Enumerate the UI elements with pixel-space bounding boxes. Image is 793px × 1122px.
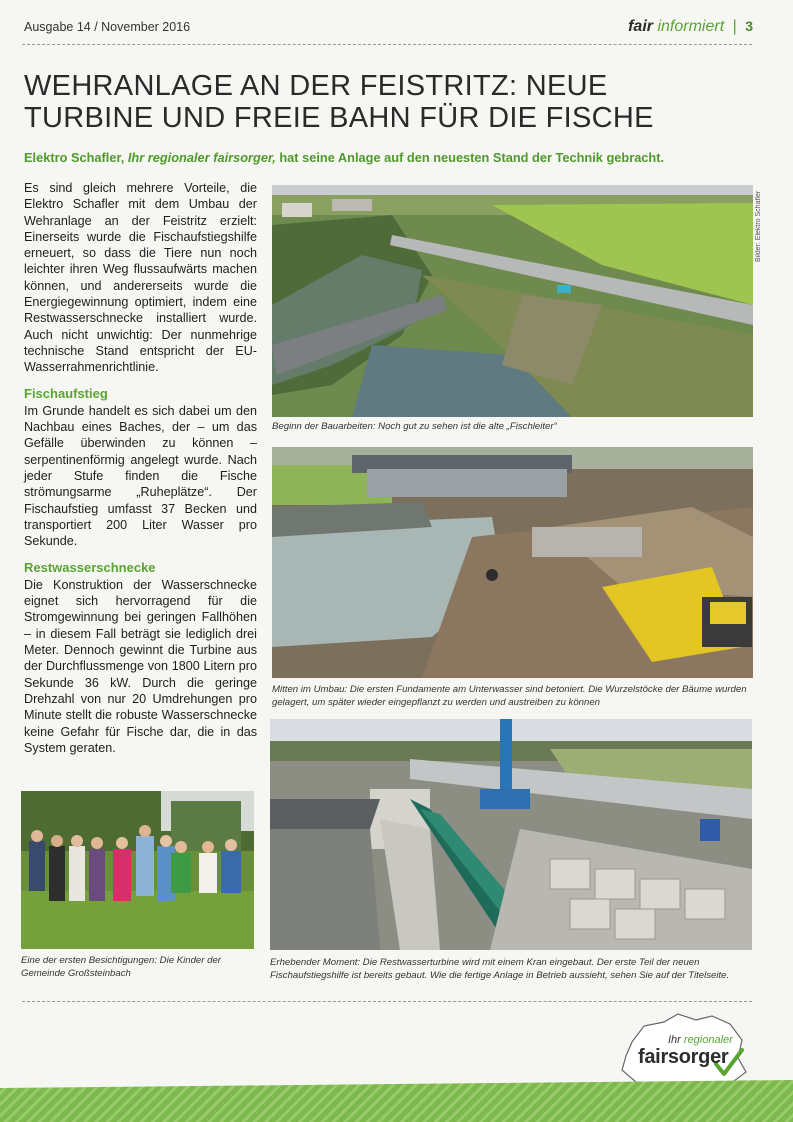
subtitle-rest: hat seine Anlage auf den neuesten Stand der Technik gebracht. (279, 150, 665, 165)
caption-photo2: Mitten im Umbau: Die ersten Fundamente am Unterwasser sind betoniert. Die Wurzelstöcke der Bäume wurden gelagert, um später wieder eingepflanzt zu werden und austreiben zu können (272, 684, 747, 708)
caption-photo3: Erhebender Moment: Die Restwasserturbine wird mit einem Kran eingebaut. Der erste Teil der neuen Fischaufstiegshilfe ist bereits gebaut. Wie die fertige Anlage in Betrieb aussieht, sehen Sie auf der Titelseite. (270, 957, 730, 981)
badge-regionaler: regionaler (683, 1034, 733, 1046)
subtitle-tagline: Ihr regionaler fairsorger, (127, 150, 276, 165)
photo-credit: Bilder: Elektro Schafler (755, 190, 762, 262)
issue-label: Ausgabe 14 / November 2016 (24, 20, 191, 34)
article-subtitle (24, 150, 754, 165)
photo-children-group (21, 791, 254, 949)
intro-paragraph: Es sind gleich mehrere Vorteile, die Elektro Schafler mit dem Umbau der Wehranlage an der Feistritz erzielt: Einerseits wurde die Fischaufstiegshilfe erneuert, so dass die Tiere nun noch leichter ihren Weg flussaufwärts machen können, und andererseits wurde die Energiegewinnung optimiert, indem eine Restwasserschnecke installiert wurde. Auch nicht unwichtig: Der nunmehrige technische Stand entspricht der EU-Wasserrahmenrichtlinie. (24, 181, 257, 375)
page-number: 3 (745, 18, 753, 34)
article-body (24, 180, 257, 756)
subtitle-company: Elektro Schafler, (24, 150, 125, 165)
heading-restwasserschnecke: Restwasserschnecke (24, 559, 156, 575)
fischaufstieg-paragraph: Im Grunde handelt es sich dabei um den Nachbau eines Baches, der – um das Gefälle überwinden zu können – serpentinenförmig angelegt wurde. Nach jeder Stufe finden die Fische strömungsarme „Ruheplätze“. Der Fischaufstieg umfasst 37 Becken und transportiert 200 Liter Wasser pro Sekunde. (24, 403, 257, 549)
restwasserschnecke-paragraph: Die Konstruktion der Wasserschnecke eignet sich hervorragend für die Stromgewinnung bei geringen Fallhöhen – in diesem Fall beträgt sie lediglich drei Meter. Dennoch gewinnt die Turbine aus der Durchflussmenge von 1800 Litern pro Sekunde 36 kW. Durch die geringe Drehzahl von nur 20 Umdrehungen pro Minute stellt die robuste Wasserschnecke keine Gefahr für Fische dar, die in das System geraten. (24, 577, 257, 755)
photo-turbine-installation (270, 719, 752, 950)
brand-fair: fair (628, 18, 653, 35)
brand-separator: | (732, 18, 737, 35)
footer-divider (22, 1001, 752, 1002)
footer-green-band (0, 1080, 793, 1122)
article-title: WEHRANLAGE AN DER FEISTRITZ: NEUE TURBINE UND FREIE BAHN FÜR DIE FISCHE (24, 70, 654, 134)
brand-informiert: informiert (657, 18, 725, 35)
heading-fischaufstieg: Fischaufstieg (24, 385, 108, 401)
brand-header (628, 18, 753, 36)
badge-ihr: Ihr (668, 1034, 681, 1046)
caption-photo1: Beginn der Bauarbeiten: Noch gut zu sehen ist die alte „Fischleiter“ (272, 421, 557, 432)
photo-aerial-river (272, 185, 753, 417)
badge-ihr-regionaler (668, 1034, 733, 1046)
badge-fairsorger: fairsorger (638, 1046, 729, 1068)
caption-photo4: Eine der ersten Besichtigungen: Die Kinder der Gemeinde Großsteinbach (21, 955, 221, 979)
header-divider (22, 44, 752, 45)
photo-construction-site (272, 447, 753, 678)
